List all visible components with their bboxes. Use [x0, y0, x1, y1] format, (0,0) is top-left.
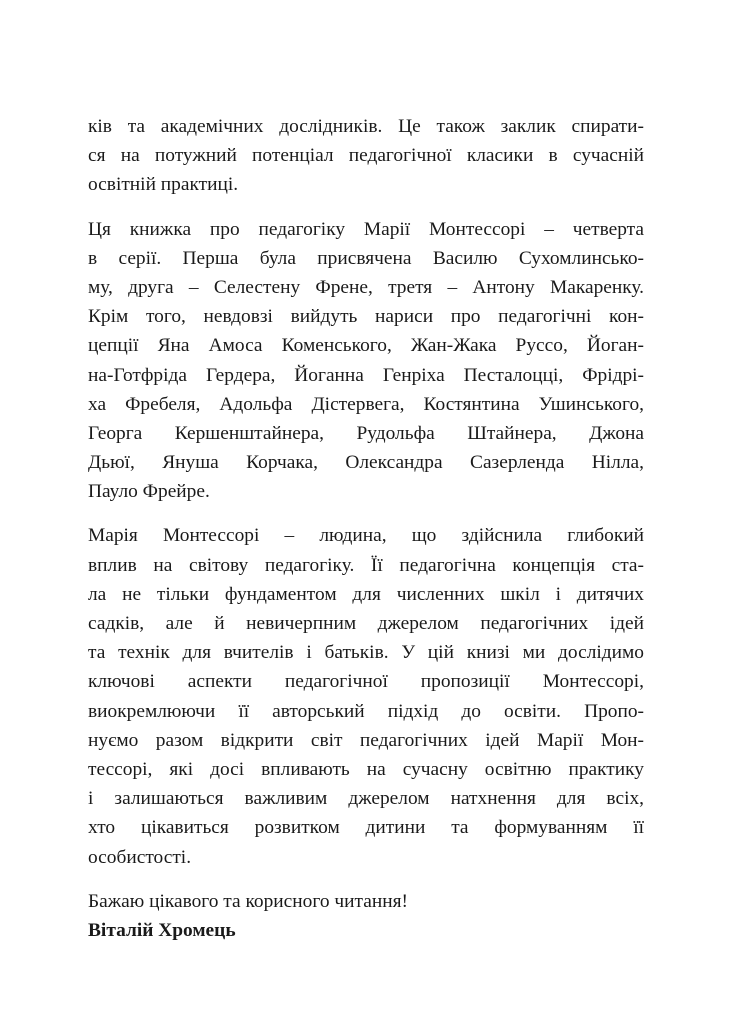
text-line: садків, але й невичерпним джерелом педагогічних ідей [88, 613, 644, 634]
closing-wish: Бажаю цікавого та корисного читання! [88, 890, 408, 912]
text-line: освітній практиці. [88, 174, 239, 196]
text-line: Дьюї, Януша Корчака, Олександра Сазерленда Нілла, [88, 452, 644, 474]
text-line: ків та академічних дослідників. Це також заклик спирати- [88, 116, 644, 137]
text-line: на-Готфріда Гердера, Йоганна Генріха Песталоцці, Фрідрі- [88, 364, 644, 386]
text-line: виокремлюючи її авторський підхід до освіти. Пропо- [88, 700, 644, 722]
text-line: му, друга – Селестену Френе, третя – Антону Макаренку. [88, 276, 644, 298]
text-line: вплив на світову педагогіку. Її педагогічна концепція ста- [88, 554, 644, 576]
text-line: Георга Кершенштайнера, Рудольфа Штайнера, Джона [88, 422, 644, 444]
text-line: тессорі, які досі впливають на сучасну освітню практику [88, 758, 644, 780]
paragraph-2 [88, 215, 644, 507]
text-line: особистості. [88, 846, 192, 868]
text-line: цепції Яна Амоса Коменського, Жан-Жака Руссо, Йоган- [88, 335, 644, 357]
text-line: Крім того, невдовзі вийдуть нариси про педагогічні кон- [88, 306, 644, 328]
page-body [88, 112, 644, 945]
paragraph-1 [88, 112, 644, 200]
text-line: Ця книжка про педагогіку Марії Монтессорі – четверта [88, 218, 644, 240]
author-signature: Віталій Хромець [88, 919, 236, 941]
text-line: і залишаються важливим джерелом натхнення для всіх, [88, 788, 644, 810]
paragraph-3 [88, 521, 644, 871]
text-line: ся на потужний потенціал педагогічної класики в сучасній [88, 145, 644, 167]
paragraph-spacer [88, 200, 644, 215]
text-line: в серії. Перша була присвячена Василю Сухомлинсько- [88, 247, 644, 269]
text-line: ключові аспекти педагогічної пропозиції Монтессорі, [88, 671, 644, 693]
text-line: ла не тільки фундаментом для численних шкіл і дитячих [88, 583, 644, 605]
paragraph-spacer [88, 872, 644, 887]
text-line: Марія Монтессорі – людина, що здійснила глибокий [88, 525, 644, 547]
text-flow [88, 112, 644, 887]
paragraph-spacer [88, 506, 644, 521]
text-line: ха Фребеля, Адольфа Дістервега, Костянтина Ушинського, [88, 393, 644, 415]
text-line: Пауло Фрейре. [88, 481, 210, 503]
text-line: нуємо разом відкрити світ педагогічних ідей Марії Мон- [88, 729, 644, 751]
text-line: хто цікавиться розвитком дитини та формуванням її [88, 817, 644, 839]
text-line: та технік для вчителів і батьків. У цій книзі ми дослідимо [88, 642, 644, 664]
